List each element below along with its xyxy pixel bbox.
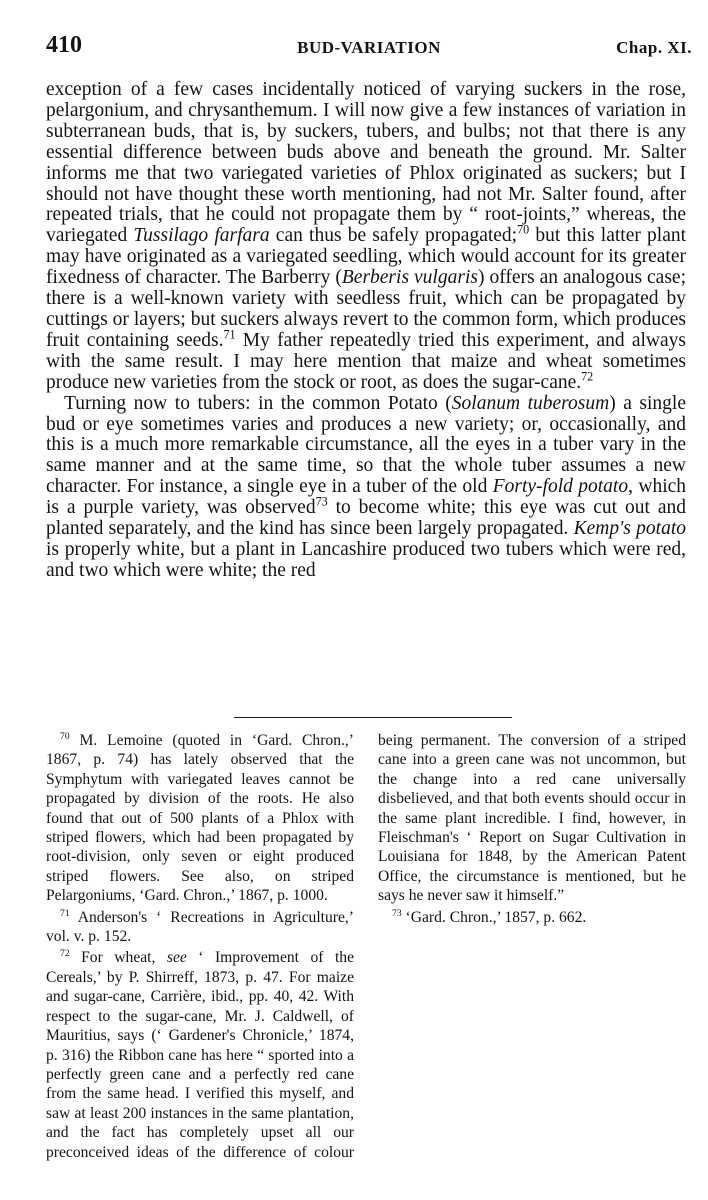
footnote-73 bbox=[378, 908, 686, 927]
running-title: BUD-VARIATION bbox=[297, 38, 441, 57]
footnote-text: M. Lemoine (quoted in ‘Gard. Chron.,’ 1867, p. 74) has lately observed that the Symphytum with variegated leaves cannot be propagated by division of the roots. He also found that out of 500 plants of a Phlox with striped flowers, which had been propagated by root-division, only seven or eight produced striped flowers. See also, on striped Pelargoniums, ‘Gard. Chron.,’ 1867, p. 1000. bbox=[46, 732, 354, 905]
footnote-number: 72 bbox=[60, 948, 70, 960]
footnote-text: ‘ Improvement of the Cereals,’ by P. Shirreff, 1873, p. 47. For maize and sugar-cane, Carrière, ibid., pp. 40, 42. With respect to the sugar-cane, Mr. J. Caldwell, of Mauritius, says (‘ Gardener's Chronicle,’ 1874, p. 316) the Ribbon cane has here “ sported into a perfectly green cane and a perfectly red cane from the same head. I verified this myself, and saw at least 200 instances in the same plantation, and the fact has completely upset all our preconceived ideas of the difference of colour being permanent. The conversion of a striped cane into a green cane was not uncommon, but the change into a red cane universally disbelieved, and that both events should occur in the same plant incredible. I find, however, in Fleischman's ‘ Report on Sugar Cultivation in Louisiana for 1848, by the American Patent Office, the circumstance is mentioned, but he says he never saw it himself.” bbox=[46, 732, 686, 1161]
text-run: Turning now to tubers: in the common Potato ( bbox=[64, 392, 452, 414]
text-run: , which is a purple variety, was observed bbox=[46, 476, 687, 519]
text-run: but this latter plant may have originated as a variegated seedling, which would account for its greater fixedness of character. The Barberry ( bbox=[46, 225, 687, 289]
species-name: Solanum tuberosum bbox=[451, 392, 610, 414]
species-name: Berberis vulgaris bbox=[341, 267, 478, 289]
footnote-text: ‘Gard. Chron.,’ 1857, p. 662. bbox=[401, 908, 587, 926]
page-header bbox=[46, 32, 692, 62]
text-run: ) offers an analogous case; there is a well-known variety with seedless fruit, which can be propagated by cuttings or layers; but suckers always revert to the common form, which produces fruit containing seeds. bbox=[46, 267, 686, 351]
text-run: My father repeatedly tried this experiment, and always with the same result. I may here mention that maize and wheat sometimes produce new varieties from the stock or root, as does the sugar-cane. bbox=[46, 329, 687, 393]
species-name: Tussilago farfara bbox=[133, 225, 270, 247]
text-run: can thus be safely propagated; bbox=[269, 225, 518, 247]
page-number: 410 bbox=[46, 32, 82, 58]
footnote-number: 70 bbox=[60, 730, 70, 742]
text-run: to become white; this eye was cut out and planted separately, and the kind has since been largely propagated. bbox=[46, 497, 686, 540]
footnote-70 bbox=[46, 731, 354, 906]
footnotes bbox=[46, 731, 686, 1171]
footnote-ref[interactable]: 72 bbox=[581, 369, 594, 384]
footnote-ref[interactable]: 70 bbox=[517, 222, 530, 237]
footnote-number: 73 bbox=[392, 907, 402, 919]
footnote-divider bbox=[234, 717, 512, 718]
main-text bbox=[46, 80, 686, 582]
variety-name: Kemp's potato bbox=[573, 518, 686, 540]
variety-name: Forty-fold potato bbox=[492, 476, 629, 498]
footnote-ref[interactable]: 73 bbox=[315, 494, 328, 509]
text-run: ) a single bud or eye sometimes varies and produces a new variety; or, occasionally, and this is a much more remarkable circumstance, all the eyes in a tuber vary in the same manner and at the same time, so that the whole tuber assumes a new character. For instance, a single eye in a tuber of the old bbox=[46, 392, 686, 498]
footnote-text: For wheat, bbox=[69, 949, 167, 967]
chapter-label: Chap. XI. bbox=[616, 38, 692, 57]
paragraph-tubers bbox=[46, 394, 686, 582]
footnote-see: see bbox=[166, 949, 187, 967]
footnote-number: 71 bbox=[60, 907, 70, 919]
footnote-ref[interactable]: 71 bbox=[223, 327, 236, 342]
footnote-text: Anderson's ‘ Recreations in Agriculture,’ vol. v. p. 152. bbox=[46, 908, 354, 946]
text-run: is properly white, but a plant in Lancashire produced two tubers which were red, and two which were white; the red bbox=[46, 538, 686, 581]
footnote-71 bbox=[46, 908, 354, 947]
paragraph-suckers bbox=[46, 80, 686, 394]
text-run: exception of a few cases incidentally noticed of varying suckers in the rose, pelargonium, and chrysanthemum. I will now give a few instances of variation in subterranean buds, that is, by suckers, tubers, and bulbs; not that there is any essential difference between buds above and beneath the ground. Mr. Salter informs me that two variegated varieties of Phlox originated as suckers; but I should not have thought these worth mentioning, had not Mr. Salter found, after repeated trials, that he could not propagate them by “ root-joints,” whereas, the variegated bbox=[46, 79, 686, 247]
